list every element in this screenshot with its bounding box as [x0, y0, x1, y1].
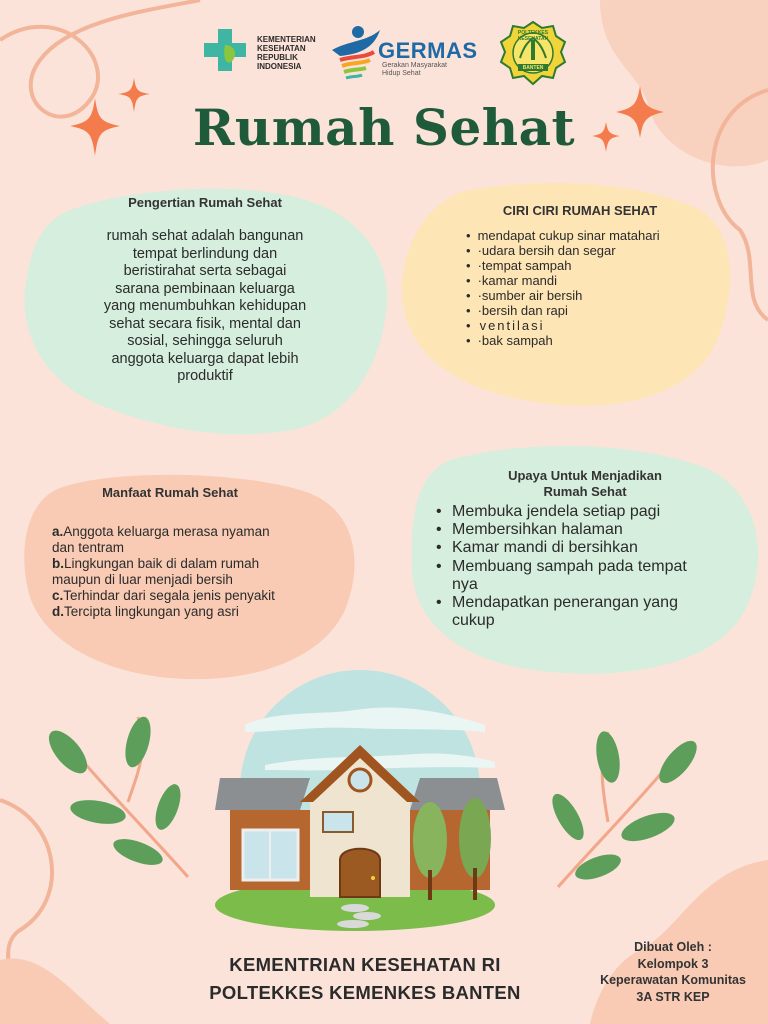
manfaat-text: Lingkungan baik di dalam rumah	[64, 556, 260, 571]
manfaat-item-d	[52, 604, 342, 620]
ciri-item: • ·kamar mandi	[466, 273, 736, 288]
ciri-item: • mendapat cukup sinar matahari	[466, 228, 736, 243]
upaya-heading-line: Rumah Sehat	[543, 484, 627, 499]
manfaat-item-c	[52, 588, 342, 604]
pengertian-line: tempat berlindung dan	[132, 245, 278, 262]
upaya-item	[436, 558, 746, 594]
manfaat-text: maupun di luar menjadi bersih	[52, 572, 233, 587]
pengertian-line: sarana pembinaan keluarga	[115, 280, 295, 297]
kemenkes-line: KEMENTERIAN	[257, 35, 316, 44]
upaya-heading-line: Upaya Untuk Menjadikan	[508, 468, 662, 483]
upaya-heading	[460, 468, 710, 500]
ciri-list	[466, 228, 736, 348]
pengertian-heading: Pengertian Rumah Sehat	[128, 195, 282, 210]
kemenkes-line: INDONESIA	[257, 62, 302, 71]
upaya-item	[436, 594, 746, 630]
credit-block	[578, 939, 768, 1005]
pengertian-line: anggota keluarga dapat lebih	[111, 350, 299, 367]
poltekkes-ring-text: POLTEKKES KESEHATAN	[517, 30, 549, 42]
upaya-text: Membersihkan halaman	[452, 521, 623, 539]
upaya-text: • Mendapatkan penerangan yang	[452, 594, 678, 612]
germas-subtitle: Hidup Sehat	[382, 70, 421, 77]
ciri-heading: CIRI CIRI RUMAH SEHAT	[502, 203, 658, 218]
upaya-text: nya	[452, 575, 478, 593]
manfaat-letter: a.	[52, 524, 64, 539]
house-illustration	[205, 670, 525, 940]
credit-line: 3A STR KEP	[636, 989, 710, 1004]
upaya-text: • Membuang sampah pada tempat	[452, 557, 687, 575]
pengertian-line: produktif	[177, 368, 233, 384]
manfaat-item-b	[52, 556, 342, 572]
credit-line: Kelompok 3	[637, 956, 709, 971]
ciri-item: • ·sumber air bersih	[466, 288, 736, 303]
ciri-item: • ·udara bersih dan segar	[466, 243, 736, 258]
leaf-branch-icon	[548, 722, 698, 892]
page-title: Rumah Sehat	[192, 98, 576, 157]
manfaat-heading: Manfaat Rumah Sehat	[102, 485, 238, 500]
manfaat-text: Terhindar dari segala jenis penyakit	[63, 588, 275, 603]
manfaat-letter: b.	[52, 556, 64, 571]
ciri-item: • ·tempat sampah	[466, 258, 736, 273]
pengertian-text	[50, 228, 360, 386]
upaya-text: Membuka jendela setiap pagi	[452, 503, 661, 520]
pengertian-line: sosial, sehingga seluruh	[127, 333, 283, 349]
ciri-item: • ·bak sampah	[466, 333, 736, 348]
germas-title: GERMAS	[378, 38, 478, 63]
manfaat-text: Anggota keluarga merasa nyaman	[63, 524, 270, 539]
manfaat-text: Tercipta lingkungan yang asri	[64, 604, 239, 619]
footer-line-1: KEMENTRIAN KESEHATAN RI	[229, 954, 501, 975]
manfaat-letter: c.	[52, 588, 64, 603]
ciri-item: • ventilasi	[466, 318, 736, 333]
germas-subtitle: Gerakan Masyarakat	[382, 62, 447, 69]
manfaat-text: dan tentram	[52, 540, 125, 555]
credit-line: Keperawatan Komunitas	[600, 973, 746, 987]
upaya-text: Kamar mandi di bersihkan	[452, 539, 638, 557]
upaya-text: cukup	[452, 612, 495, 630]
manfaat-item-a	[52, 524, 342, 540]
manfaat-letter: d.	[52, 604, 64, 619]
manfaat-list	[52, 524, 342, 620]
ciri-item: • ·bersih dan rapi	[466, 303, 736, 318]
upaya-list	[436, 503, 746, 630]
upaya-item	[436, 539, 746, 557]
pengertian-line: rumah sehat adalah bangunan	[106, 228, 304, 244]
kemenkes-line: KESEHATAN	[257, 44, 306, 53]
kemenkes-line: REPUBLIK	[257, 53, 298, 62]
credit-line: Dibuat Oleh :	[634, 940, 712, 954]
leaf-branch-icon	[38, 712, 198, 882]
poltekkes-bottom-text: BANTEN	[522, 65, 544, 71]
upaya-item	[436, 503, 746, 521]
pengertian-line: sehat secara fisik, mental dan	[109, 315, 301, 332]
pengertian-line: beristirahat serta sebagai	[123, 263, 287, 279]
footer-line-2: POLTEKKES KEMENKES BANTEN	[209, 982, 521, 1003]
upaya-item	[436, 521, 746, 539]
pengertian-line: yang menumbuhkan kehidupan	[103, 298, 307, 314]
